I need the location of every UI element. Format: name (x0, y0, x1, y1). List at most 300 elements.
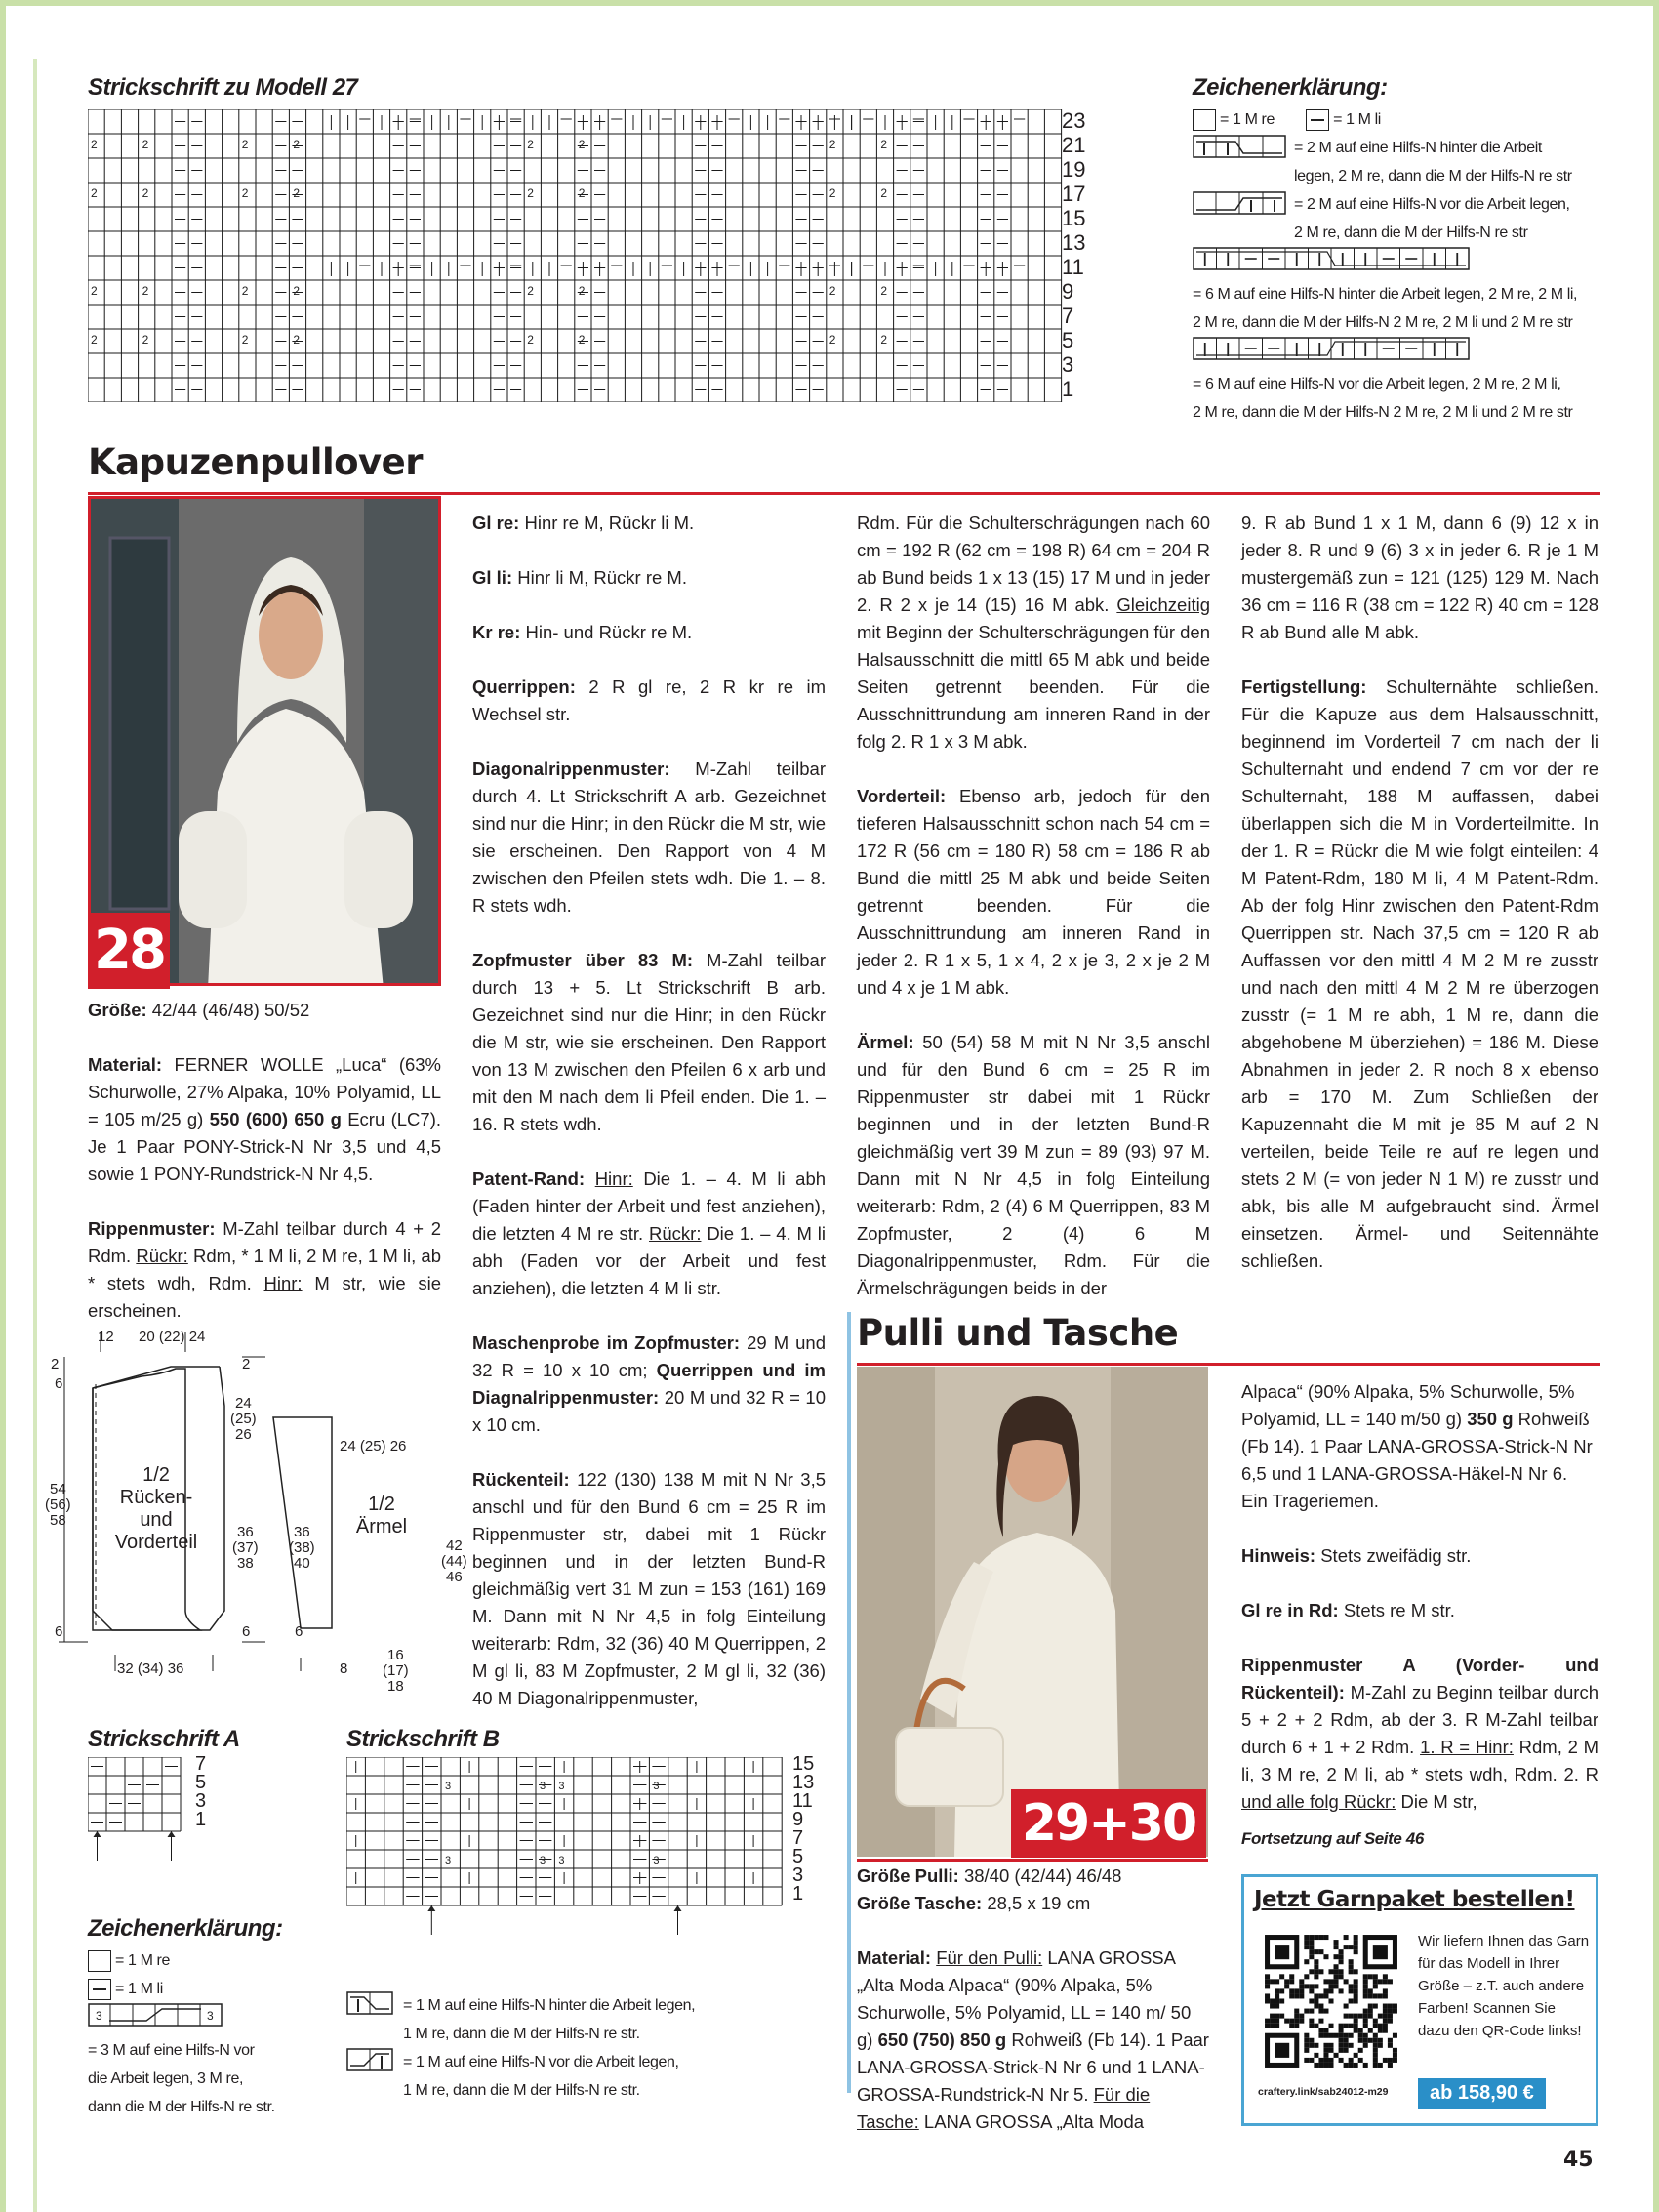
purl-symbol-icon (1306, 109, 1329, 131)
qr-module (1314, 1998, 1318, 2003)
article1-title: Kapuzenpullover (88, 441, 424, 483)
schem-sleeve-label (347, 1494, 416, 1538)
qr-module (1373, 1993, 1378, 1998)
qr-module (1334, 1964, 1339, 1969)
qr-module (1349, 1988, 1354, 1993)
chart-top-grid (88, 109, 1064, 402)
rib-u-2: Hinr: (263, 1273, 303, 1293)
schem-body-label (107, 1464, 205, 1554)
qr-module (1383, 1993, 1388, 1998)
col2-text-2: Hinr li M, Rückr re M. (517, 567, 687, 588)
cable-num: 2 (293, 333, 301, 347)
qr-module (1354, 1984, 1358, 1988)
qr-module (1334, 2053, 1339, 2058)
qr-module (1294, 2024, 1299, 2028)
cable-num: 2 (527, 333, 534, 347)
article2-badge: 29+30 (1011, 1789, 1206, 1858)
schem-sleeve-16-2: (17) (383, 1662, 409, 1679)
glre-para (1241, 1597, 1598, 1624)
col2-text-6: M-Zahl teilbar durch 13 + 5. Lt Strickschrift B arb. Gezeichnet sind nur die Hinr; in den Rückr die M str, wie sie erscheinen. Den Rapport von 13 M zwischen den Pfeilen 6 x arb und mit den M nach dem li Pfeil enden. Die 1. – 16. R stets wdh. (472, 950, 826, 1134)
chart-top-row-number: 3 (1062, 352, 1074, 377)
chart-a-legend-cable3 (88, 2003, 361, 2036)
qr-code-icon[interactable] (1260, 1930, 1402, 2072)
qr-finder-core (1275, 1945, 1289, 1959)
qr-module (1388, 2019, 1393, 2024)
article2-material-amount: 650 (750) 850 g (877, 2029, 1007, 2050)
qr-module (1383, 1974, 1388, 1979)
patent-label: Patent-Rand: (472, 1168, 586, 1189)
qr-module (1323, 1988, 1328, 1993)
arrow-head (94, 1831, 101, 1837)
schem-sleeve-8: 8 (340, 1660, 348, 1677)
schem-sleeve-h (441, 1538, 467, 1585)
qr-module (1328, 1988, 1333, 1993)
qr-module (1363, 2063, 1368, 2068)
schem-bottom-32: 32 (34) 36 (117, 1660, 184, 1677)
qr-module (1318, 1969, 1323, 1974)
article2-col4-text-1: Alpaca“ (90% Alpaka, 5% Schurwolle, 5% Polyamid, LL = 140 m/50 g) (1241, 1381, 1575, 1429)
article1-title-rule (88, 492, 1600, 495)
article2-photo-rule (857, 1859, 1208, 1862)
qr-module (1323, 1993, 1328, 1998)
qr-module (1378, 2028, 1383, 2033)
legend-cable-front-1: = 2 M auf eine Hilfs-N vor die Arbeit legen, (1294, 196, 1570, 213)
schem-two-a: 2 (51, 1356, 60, 1372)
qr-module (1314, 1959, 1318, 1964)
sleeve-label-1: 1/2 (368, 1494, 395, 1515)
col2-label-6: Zopfmuster über 83 M: (472, 950, 694, 970)
qr-module (1339, 1969, 1344, 1974)
qr-module (1289, 2019, 1294, 2024)
hint-label: Hinweis: (1241, 1545, 1316, 1566)
chart-a-legend-title: Zeichenerklärung: (88, 1915, 283, 1942)
qr-module (1349, 1984, 1354, 1988)
qr-module (1323, 1954, 1328, 1959)
qr-module (1314, 2043, 1318, 2048)
qr-module (1349, 1969, 1354, 1974)
qr-module (1388, 2043, 1393, 2048)
legend-row-cable-front (1193, 190, 1632, 247)
col3-u: Gleichzeitig (1116, 594, 1210, 615)
schem-sleeve-16 (383, 1648, 409, 1695)
body-label-4: Vorderteil (114, 1532, 198, 1553)
chart-b-grid (346, 1757, 786, 1972)
continue-note: Fortsetzung auf Seite 46 (1241, 1829, 1424, 1848)
chart-b-front-text-1: = 1 M auf eine Hilfs-N vor die Arbeit legen, (403, 2054, 679, 2070)
qr-module (1358, 2014, 1363, 2019)
qr-module (1344, 2014, 1349, 2019)
legend-row-big-front (1193, 337, 1632, 427)
schem-body-h-3: 58 (50, 1512, 66, 1529)
schem-six-c: 6 (242, 1623, 251, 1640)
cable-num: 2 (880, 284, 888, 298)
cable-num: 2 (578, 284, 586, 298)
qr-module (1299, 1988, 1304, 1993)
promo-title[interactable]: Jetzt Garnpaket bestellen! (1254, 1887, 1575, 1912)
material-text-2: Ecru (LC7). Je 1 Paar PONY-Strick-N Nr 3,5 und 4,5 sowie 1 PONY-Rundstrick-N Nr 4,5. (88, 1109, 441, 1184)
qr-module (1309, 1969, 1314, 1974)
back-para (472, 1466, 826, 1712)
schem-inner-36-3: 38 (237, 1555, 254, 1572)
qr-module (1378, 2024, 1383, 2028)
qr-module (1304, 1945, 1309, 1949)
article2-photo (857, 1367, 1208, 1857)
qr-module (1309, 2024, 1314, 2028)
qr-module (1304, 1940, 1309, 1945)
col2-text-1: Hinr re M, Rückr li M. (524, 512, 695, 533)
qr-module (1339, 1974, 1344, 1979)
article2-title-rule (857, 1363, 1600, 1366)
ribA-text-2: Rdm, 2 M li, 3 M re, 2 M li, ab * stets wdh, Rdm. (1241, 1737, 1598, 1784)
chart-b-front-text-2: 1 M re, dann die M der Hilfs-N re str. (403, 2082, 640, 2099)
promo-box (1241, 1874, 1598, 2126)
ribA-para (1241, 1652, 1598, 1816)
purl-box-icon (88, 1979, 111, 2000)
qr-module (1383, 2014, 1388, 2019)
article2-material-u1: Für den Pulli: (936, 1947, 1043, 1968)
cable-num: 2 (880, 333, 888, 347)
qr-module (1339, 2033, 1344, 2038)
cable-num: 2 (142, 284, 149, 298)
qr-module (1318, 1949, 1323, 1954)
qr-module (1279, 1974, 1284, 1979)
cable-back-symbol-icon (1193, 134, 1286, 159)
qr-module (1339, 2024, 1344, 2028)
qr-module (1318, 2063, 1323, 2068)
col2-para-5 (472, 756, 826, 920)
qr-module (1304, 1984, 1309, 1988)
cross-back-symbol-icon (346, 1991, 393, 2015)
article2-blue-rule (847, 1312, 851, 2093)
qr-module (1275, 1979, 1279, 1984)
qr-module (1270, 1979, 1275, 1984)
knit-box-icon (88, 1950, 111, 1972)
legend-big-front-2: 2 M re, dann die M der Hilfs-N 2 M re, 2 M li und 2 M re str (1193, 404, 1573, 421)
qr-module (1265, 1984, 1270, 1988)
schem-body-h-1: 54 (50, 1481, 66, 1497)
qr-module (1373, 2004, 1378, 2009)
qr-module (1334, 1945, 1339, 1949)
qr-module (1323, 1979, 1328, 1984)
qr-module (1363, 1974, 1368, 1979)
cable-num: 3 (558, 1855, 565, 1866)
qr-module (1378, 2043, 1383, 2048)
qr-module (1383, 1988, 1388, 1993)
qr-module (1363, 1988, 1368, 1993)
qr-module (1354, 1998, 1358, 2003)
cable-num: 2 (142, 138, 149, 151)
finish-label: Fertigstellung: (1241, 676, 1367, 697)
qr-module (1393, 2053, 1397, 2058)
chart-a-row-number: 3 (195, 1790, 207, 1812)
qr-module (1275, 2004, 1279, 2009)
col2-label-2: Gl li: (472, 567, 513, 588)
qr-module (1323, 2033, 1328, 2038)
qr-module (1383, 2024, 1388, 2028)
col2-para-6 (472, 947, 826, 1138)
rib-label: Rippenmuster: (88, 1218, 216, 1239)
qr-module (1318, 2058, 1323, 2063)
qr-module (1318, 1935, 1323, 1940)
qr-module (1334, 1940, 1339, 1945)
col2-para-3 (472, 619, 826, 646)
col2-label-1: Gl re: (472, 512, 520, 533)
qr-module (1265, 1993, 1270, 1998)
qr-module (1318, 2009, 1323, 2014)
material-text-1: FERNER WOLLE „Luca“ (63% Schurwolle, 27% Alpaka, 10% Polyamid, LL = 105 m/25 g) (88, 1054, 442, 1129)
article1-col4 (1241, 510, 1598, 1302)
legend-big-back-2: 2 M re, dann die M der Hilfs-N 2 M re, 2 M li und 2 M re str (1193, 314, 1573, 331)
pulli-size-value: 38/40 (42/44) 46/48 (963, 1865, 1122, 1886)
chart-a-cable3-text-3: dann die M der Hilfs-N re str. (88, 2099, 275, 2115)
qr-module (1323, 2063, 1328, 2068)
qr-module (1373, 1974, 1378, 1979)
col3-text-2: mit Beginn der Schulterschrägungen für den Halsausschnitt die mittl 65 M abk und beide Seiten getrennt beenden. Für die Ausschnittrundung am inneren Rand in der folg 2. R 1 x 3 M abk. (857, 622, 1210, 752)
bag-size-label: Größe Tasche: (857, 1893, 983, 1913)
qr-module (1279, 1988, 1284, 1993)
chart-b-row-number: 3 (792, 1864, 804, 1886)
qr-module (1314, 1935, 1318, 1940)
col2-para-4 (472, 674, 826, 728)
qr-module (1378, 1993, 1383, 1998)
qr-module (1334, 1974, 1339, 1979)
qr-module (1354, 1993, 1358, 1998)
chart-b-title: Strickschrift B (346, 1726, 500, 1752)
col2-text-5: M-Zahl teilbar durch 4. Lt Strickschrift A arb. Gezeichnet sind nur die Hinr; in den Rückr die M str, wie sie erscheinen. Den Rapport von 4 M zwischen den Pfeilen stets wdh. Die 1. – 8. R stets wdh. (472, 758, 827, 916)
qr-module (1299, 1984, 1304, 1988)
cable-num: 2 (293, 138, 301, 151)
qr-module (1344, 2043, 1349, 2048)
chart-top-row-number: 23 (1062, 108, 1086, 133)
qr-module (1275, 1998, 1279, 2003)
finish-text: Schulternähte schließen. Für die Kapuze aus dem Halsausschnitt, beginnend im Vorderteil 7 cm nach der li Schulternaht und endend 7 cm vor der re Schulternaht, 188 M auffassen, dabei überlappen sich die M in Vorderteilmitte. In der 1. R = Rückr die M wie folgt einteilen: 4 M Patent-Rdm, 180 M li, 4 M Patent-Rdm. Ab der folg Hinr zwischen den Patent-Rdm Querrippen str. Nach 37,5 cm = 120 R ab Auffassen vor den mittl 4 M 2 M re zusstr und nach den mittl 4 M 2 M re überzogen zusstr (= 1 M re abh, 1 M re, dann die abgehobene M überziehen) = 186 M. Diese Abnahmen in jeder 2. R noch 8 x ebenso arb = 170 M. Zum Schließen der Kapuzennaht die M mit je 85 M auf 2 N verteilen, beide Teile re auf re legen und stets 2 M (= von jeder N 1 M) re zusstr und abk, bis alle M aufgebraucht sind. Ärmel einsetzen. Ärmel- und Seitennähte schließen. (1241, 676, 1598, 1271)
qr-module (1318, 2033, 1323, 2038)
qr-module (1334, 1969, 1339, 1974)
arrow-head (168, 1831, 176, 1837)
qr-module (1349, 1964, 1354, 1969)
legend-cable-front-2: 2 M re, dann die M der Hilfs-N re str (1294, 225, 1528, 241)
qr-module (1349, 2014, 1354, 2019)
cable-num: 2 (91, 138, 98, 151)
qr-module (1309, 1984, 1314, 1988)
schem-sleeve-h-2: (44) (441, 1553, 467, 1570)
schem-six-a: 6 (55, 1375, 63, 1392)
qr-module (1304, 2043, 1309, 2048)
gauge-text-1: 29 M und 32 R = 10 x 10 cm; (472, 1332, 826, 1380)
qr-module (1309, 2038, 1314, 2043)
qr-module (1289, 1974, 1294, 1979)
schem-sleeve-top: 24 (25) 26 (340, 1438, 407, 1454)
qr-module (1344, 1935, 1349, 1940)
chart-a-row-number: 7 (195, 1753, 207, 1775)
chart-top-legend-title: Zeichenerklärung: (1193, 74, 1388, 101)
patent-text-2: Die 1. – 4. M li abh (Faden vor der Arbeit und fest anziehen), die letzten 4 M li str. (472, 1223, 827, 1298)
qr-module (1373, 2038, 1378, 2043)
material-amount: 550 (600) 650 g (209, 1109, 342, 1129)
hint-text: Stets zweifädig str. (1320, 1545, 1472, 1566)
qr-module (1294, 1993, 1299, 1998)
chart-b-row-number: 13 (792, 1772, 815, 1793)
qr-module (1388, 2058, 1393, 2063)
qr-module (1358, 2028, 1363, 2033)
legend-row-cable-back (1193, 134, 1632, 190)
article2-col4-amount: 350 g (1467, 1409, 1514, 1429)
qr-module (1328, 2058, 1333, 2063)
chart-a-legend-knit (88, 1946, 361, 1975)
legend-big-front-1: = 6 M auf eine Hilfs-N vor die Arbeit legen, 2 M re, 2 M li, (1193, 376, 1561, 392)
cable-num: 2 (829, 333, 836, 347)
qr-module (1270, 2014, 1275, 2019)
article1-badge: 28 (88, 913, 170, 989)
hint-para (1241, 1542, 1598, 1570)
promo-price-badge[interactable]: ab 158,90 € (1418, 2078, 1546, 2109)
qr-module (1323, 2048, 1328, 2053)
qr-module (1349, 2024, 1354, 2028)
chart-top-row-number: 11 (1062, 255, 1084, 279)
qr-module (1314, 1964, 1318, 1969)
qr-module (1383, 2009, 1388, 2014)
schem-inner-36-1: 36 (237, 1524, 254, 1540)
patent-para (472, 1166, 826, 1302)
schem-inner-36-2: (37) (232, 1539, 259, 1556)
ribA-text-1: M-Zahl zu Beginn teilbar durch 5 + 2 + 2 Rdm, ab der 3. R M-Zahl teilbar durch 6 + 1 + 2 Rdm. (1241, 1682, 1598, 1757)
sleeve-text-label: Ärmel: (857, 1032, 914, 1052)
qr-module (1294, 2014, 1299, 2019)
cable-num: 2 (142, 186, 149, 200)
qr-module (1383, 1979, 1388, 1984)
qr-module (1299, 1979, 1304, 1984)
qr-module (1393, 2033, 1397, 2038)
schem-sleeve-h-3: 46 (446, 1569, 463, 1585)
cable-num: 2 (142, 333, 149, 347)
qr-module (1265, 1979, 1270, 1984)
qr-module (1309, 2043, 1314, 2048)
qr-module (1383, 2058, 1388, 2063)
qr-module (1270, 2019, 1275, 2024)
gauge-label: Maschenprobe im Zopfmuster: (472, 1332, 741, 1353)
qr-module (1328, 1969, 1333, 1974)
qr-module (1323, 2028, 1328, 2033)
sleeve-label-2: Ärmel (355, 1516, 408, 1537)
qr-module (1393, 2048, 1397, 2053)
chart-a-grid (88, 1757, 195, 1874)
col3-text-1: Rdm. Für die Schulterschrägungen nach 60 cm = 192 R (62 cm = 198 R) 64 cm = 204 R ab Bund beids 1 x 13 (15) 17 M und in jeder 2. R 2 x je 14 (15) 16 M abk. (857, 512, 1210, 615)
rib-text-3: M str, wie sie erscheinen. (88, 1273, 442, 1321)
schem-top-12: 12 (98, 1329, 114, 1345)
qr-module (1314, 2004, 1318, 2009)
schem-right-24 (230, 1396, 257, 1443)
qr-module (1279, 2014, 1284, 2019)
chart-top-row-number: 15 (1062, 206, 1086, 230)
cable-num: 2 (241, 333, 249, 347)
glre-text: Stets re M str. (1343, 1600, 1455, 1620)
qr-module (1358, 2038, 1363, 2043)
cable-num: 3 (653, 1855, 660, 1866)
col2-text-4: 2 R gl re, 2 R kr re im Wechsel str. (472, 676, 826, 724)
qr-module (1304, 1974, 1309, 1979)
cable-num: 2 (293, 186, 301, 200)
qr-module (1373, 1984, 1378, 1988)
qr-module (1363, 1984, 1368, 1988)
col2-para-1 (472, 510, 826, 537)
cable-num: 2 (241, 186, 249, 200)
qr-module (1328, 2043, 1333, 2048)
qr-module (1344, 2038, 1349, 2043)
page-number: 45 (1563, 2148, 1594, 2172)
qr-module (1358, 2048, 1363, 2053)
chart-a-purl-text: = 1 M li (115, 1981, 163, 1997)
qr-module (1354, 2063, 1358, 2068)
qr-module (1393, 2004, 1397, 2009)
chart-b-row-number: 15 (792, 1753, 815, 1775)
qr-module (1304, 2048, 1309, 2053)
qr-module (1275, 2014, 1279, 2019)
qr-module (1309, 1954, 1314, 1959)
legend-row-knit-purl (1193, 105, 1632, 134)
chart-top-row-number: 5 (1062, 328, 1074, 352)
qr-module (1373, 1979, 1378, 1984)
qr-module (1284, 1979, 1289, 1984)
big-cable-front-symbol-icon (1193, 337, 1470, 360)
front-para (857, 783, 1210, 1002)
chart-b-legend (346, 1991, 795, 2105)
qr-module (1339, 2048, 1344, 2053)
cable-num: 2 (829, 186, 836, 200)
col2-label-3: Kr re: (472, 622, 521, 642)
col3-para-1 (857, 510, 1210, 756)
chart-top-row-number: 7 (1062, 304, 1074, 328)
chart-a-cable3-text-1: = 3 M auf eine Hilfs-N vor (88, 2042, 255, 2059)
chart-a-legend (88, 1946, 361, 2121)
qr-module (1349, 2033, 1354, 2038)
qr-module (1304, 2033, 1309, 2038)
cable-num: 3 (540, 1781, 546, 1792)
schem-six-d: 6 (295, 1623, 303, 1640)
article2-material-text-3: LANA GROSSA „Alta Moda (923, 2111, 1145, 2132)
schem-outer-36-3: 40 (294, 1555, 310, 1572)
article2-material-u2: Für die Tasche: (857, 2084, 1151, 2132)
cable-num: 2 (293, 284, 301, 298)
qr-module (1368, 2038, 1373, 2043)
cable-3-symbol-icon (88, 2003, 223, 2027)
sleeve-text: 50 (54) 58 M mit N Nr 3,5 anschl und für den Bund 6 cm = 25 R im Rippenmuster str dabei mit 1 Rückr beginnen und in der letzten Bund-R gleichmäßig vert 39 M zun = 89 (93) 97 M. Dann mit N Nr 4,5 in folg Einteilung weiterarb: Rdm, 2 (4) 6 M Querrippen, 83 M Zopfmuster, 2 (4) 6 M Diagonalrippenmuster, Rdm. Für die Ärmelschrägungen beids in der (857, 1032, 1210, 1298)
legend-cable-back-1: = 2 M auf eine Hilfs-N hinter die Arbeit (1294, 140, 1542, 156)
cable-num: 2 (829, 284, 836, 298)
qr-module (1349, 1959, 1354, 1964)
qr-module (1304, 1959, 1309, 1964)
qr-module (1344, 2033, 1349, 2038)
article2-material (857, 1945, 1210, 2136)
qr-module (1318, 2019, 1323, 2024)
qr-module (1368, 1974, 1373, 1979)
legend-cable-back-2: legen, 2 M re, dann die M der Hilfs-N re str (1294, 168, 1572, 184)
promo-link[interactable]: craftery.link/sab24012-m29 (1258, 2086, 1389, 2098)
article1-col2 (472, 510, 826, 1740)
qr-module (1358, 2033, 1363, 2038)
chart-b-row-number: 9 (792, 1809, 804, 1830)
chart-a-knit-text: = 1 M re (115, 1952, 170, 1969)
qr-module (1294, 1988, 1299, 1993)
cable-num: 2 (578, 333, 586, 347)
cable-num: 2 (880, 138, 888, 151)
qr-module (1328, 2033, 1333, 2038)
schem-right-24-1: 24 (235, 1395, 252, 1412)
cable-num: 2 (880, 186, 888, 200)
article2-col4 (1241, 1378, 1598, 1843)
chart-top-row-number: 19 (1062, 157, 1086, 182)
qr-module (1275, 1993, 1279, 1998)
qr-module (1323, 2009, 1328, 2014)
